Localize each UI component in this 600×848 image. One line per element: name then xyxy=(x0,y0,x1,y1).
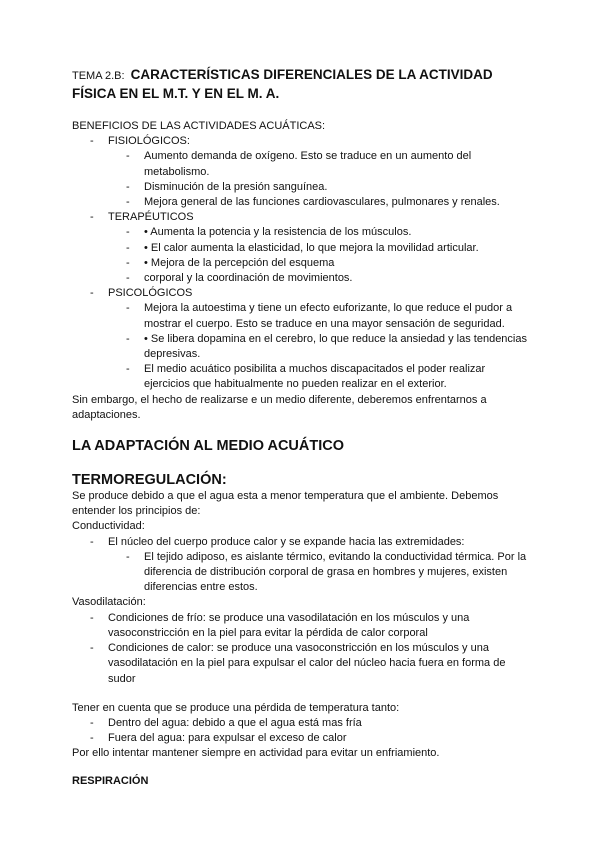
list-item: - Disminución de la presión sanguínea. xyxy=(72,180,532,195)
title-line-2: FÍSICA EN EL M.T. Y EN EL M. A. xyxy=(72,86,280,101)
temperature-loss-closing: Por ello intentar mantener siempre en actividad para evitar un enfriamiento. xyxy=(72,747,440,760)
list-item: - El medio acuático posibilita a muchos discapacitados el poder realizar ejercicios que habitualmente no pueden realizar en el exterior. xyxy=(72,362,532,392)
document-title xyxy=(72,66,532,103)
psychological-label: - PSICOLÓGICOS xyxy=(72,286,532,301)
list-item: - corporal y la coordinación de movimientos. xyxy=(72,271,532,286)
temperature-loss-intro: Tener en cuenta que se produce una pérdida de temperatura tanto: xyxy=(72,701,400,714)
document-page xyxy=(72,66,532,789)
conductivity-label: Conductividad: xyxy=(72,520,145,533)
list-item: - Fuera del agua: para expulsar el exceso de calor xyxy=(72,731,532,746)
list-item: - • Se libera dopamina en el cerebro, lo que reduce la ansiedad y las tendencias depresivas. xyxy=(72,332,532,362)
list-item: - El tejido adiposo, es aislante térmico, evitando la conductividad térmica. Por la diferencia de distribución corporal de grasa en hombres y mujeres, existen diferencias entre estos. xyxy=(72,550,532,596)
respiration-heading: RESPIRACIÓN xyxy=(72,774,149,787)
thermoregulation-heading: TERMOREGULACIÓN: xyxy=(72,472,227,489)
list-item: - • Mejora de la percepción del esquema xyxy=(72,256,532,271)
title-line-1: CARACTERÍSTICAS DIFERENCIALES DE LA ACTIVIDAD xyxy=(130,67,493,82)
thermoregulation-intro: Se produce debido a que el agua esta a menor temperatura que el ambiente. Debemos entender los principios de: xyxy=(72,490,499,518)
therapeutic-label: - TERAPÉUTICOS xyxy=(72,210,532,225)
list-item: - Mejora general de las funciones cardiovasculares, pulmonares y renales. xyxy=(72,195,532,210)
benefits-heading: BENEFICIOS DE LAS ACTIVIDADES ACUÁTICAS: xyxy=(72,120,326,132)
list-item: - • Aumenta la potencia y la resistencia de los músculos. xyxy=(72,225,532,240)
vasodilation-label: Vasodilatación: xyxy=(72,596,146,609)
list-item: - Mejora la autoestima y tiene un efecto euforizante, lo que reduce el pudor a mostrar el cuerpo. Esto se traduce en una mayor sensación de seguridad. xyxy=(72,301,532,331)
benefits-closing: Sin embargo, el hecho de realizarse e un medio diferente, deberemos enfrentarnos a adaptaciones. xyxy=(72,393,487,421)
list-item: - Aumento demanda de oxígeno. Esto se traduce en un aumento del metabolismo. xyxy=(72,149,532,179)
list-item: - El núcleo del cuerpo produce calor y se expande hacia las extremidades: xyxy=(72,535,532,550)
physiological-label: - FISIOLÓGICOS: xyxy=(72,134,532,149)
adaptation-heading: LA ADAPTACIÓN AL MEDIO ACUÁTICO xyxy=(72,438,344,455)
list-item: - • El calor aumenta la elasticidad, lo que mejora la movilidad articular. xyxy=(72,241,532,256)
list-item: - Condiciones de calor: se produce una vasoconstricción en los músculos y una vasodilatación en la piel para expulsar el calor del núcleo hacia fuera en forma de sudor xyxy=(72,641,532,687)
list-item: - Condiciones de frío: se produce una vasodilatación en los músculos y una vasoconstricción en la piel para evitar la pérdida de calor corporal xyxy=(72,611,532,641)
topic-number: TEMA 2.B: xyxy=(72,70,125,82)
spacer xyxy=(72,687,532,701)
list-item: - Dentro del agua: debido a que el agua está mas fría xyxy=(72,716,532,731)
